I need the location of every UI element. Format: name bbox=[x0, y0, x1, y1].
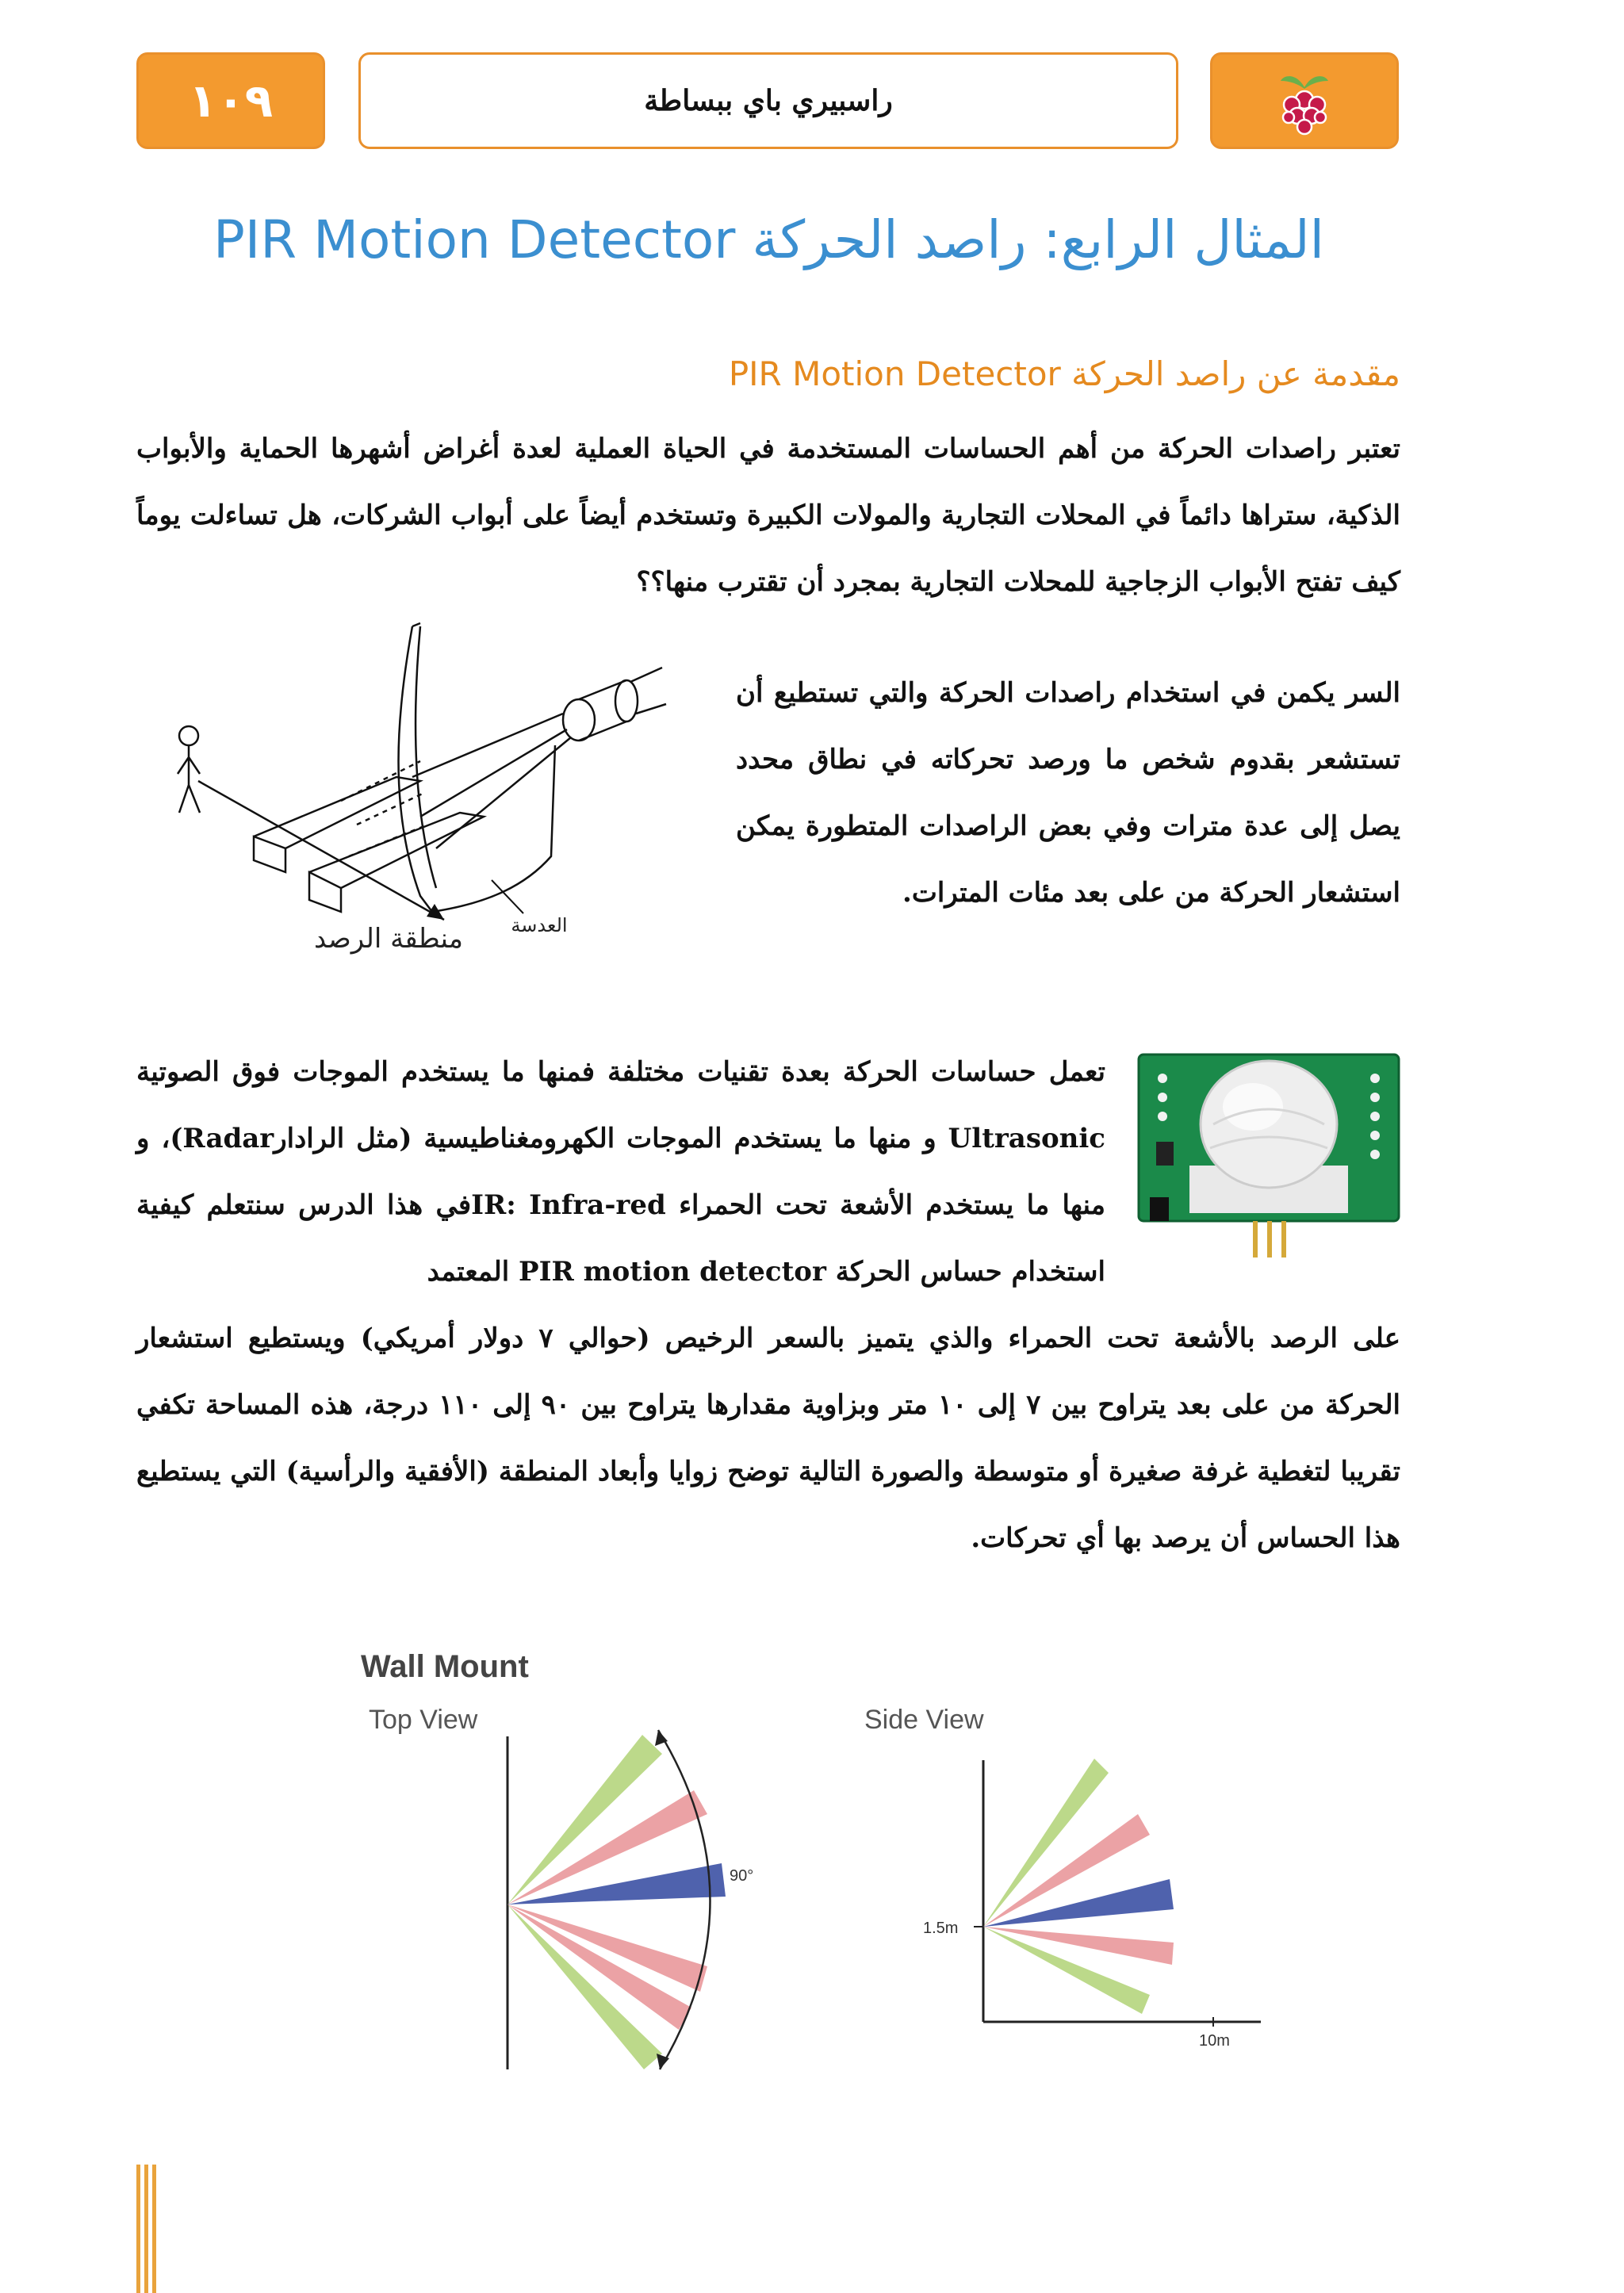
detection-bar-1 bbox=[254, 777, 420, 872]
top-view-beams bbox=[508, 1735, 726, 2069]
top-view-label: Top View bbox=[369, 1705, 478, 1735]
main-heading: المثال الرابع: راصد الحركة PIR Motion Detector bbox=[213, 209, 1324, 270]
beam-pink-mid bbox=[508, 1904, 707, 1992]
sub-heading: مقدمة عن راصد الحركة PIR Motion Detector bbox=[728, 354, 1400, 393]
page-number: ١٠٩ bbox=[188, 74, 274, 128]
zone-label: منطقة الرصد bbox=[314, 923, 463, 955]
logo-box bbox=[1210, 52, 1399, 149]
figure-title: Wall Mount bbox=[361, 1649, 529, 1684]
margin-stripe bbox=[136, 2165, 140, 2293]
technologies-paragraph-continued: على الرصد بالأشعة تحت الحمراء والذي يتميز بالسعر الرخيص (حوالي ٧ دولار أمريكي) ويستطيع استشعار الحركة من على بعد يتراوح بين ٧ إلى ١٠ متر وبزاوية مقدارها يتراوح بين ٩٠ إلى ١١٠ درجة، هذه المساحة تكفي تقريبا لتغطية غرفة صغيرة أو متوسطة والصورة التالية توضح زوايا وأبعاد المنطقة (الأفقية والرأسية) التي يستطيع هذا الحساس أن يرصد بها أي تحركات. bbox=[136, 1323, 1401, 1554]
coverage-figure bbox=[349, 1625, 1300, 2101]
margin-stripe bbox=[144, 2165, 148, 2293]
secret-paragraph: السر يكمن في استخدام راصدات الحركة والتي تستطيع أن تستشعر بقدوم شخص ما ورصد تحركاته في نطاق محدد يصل إلى عدة مترات وفي بعض الراصدات المتطورة يمكن استشعار الحركة من على بعد مئات المترات. bbox=[736, 677, 1400, 909]
margin-stripe bbox=[152, 2165, 156, 2293]
book-title-box bbox=[358, 52, 1178, 149]
side-beam-pink-low bbox=[983, 1927, 1174, 1965]
range-label: 10m bbox=[1199, 2032, 1230, 2050]
book-title: راسبيري باي ببساطة bbox=[644, 84, 893, 117]
pir-sensor-photo bbox=[1134, 1047, 1404, 1259]
intro-paragraph: تعتبر راصدات الحركة من أهم الحساسات المستخدمة في الحياة العملية لعدة أغراض أشهرها الحماية والأبواب الذكية، ستراها دائماً في المحلات التجارية والمولات الكبيرة وتستخدم أيضاً على أبواب الشركات، هل تساءلت يوماً كيف تفتح الأبواب الزجاجية للمحلات التجارية بمجرد أن تقترب منها؟؟ bbox=[136, 433, 1400, 598]
side-view-beams bbox=[983, 1759, 1174, 2014]
side-view-label: Side View bbox=[864, 1705, 984, 1735]
height-label: 1.5m bbox=[923, 1920, 959, 1937]
lens-label: العدسة bbox=[511, 914, 568, 936]
raspberry-pi-logo bbox=[1273, 65, 1336, 136]
sensor-cylinder bbox=[563, 699, 595, 741]
person-figure bbox=[179, 726, 198, 745]
angle-label: 90° bbox=[730, 1867, 754, 1885]
page-number-box bbox=[136, 52, 325, 149]
pir-sensor-diagram bbox=[151, 618, 706, 967]
detection-bar-2 bbox=[309, 813, 484, 912]
technologies-paragraph: تعمل حساسات الحركة بعدة تقنيات مختلفة فمنها ما يستخدم الموجات فوق الصوتية Ultrasonic و منها ما يستخدم الموجات الكهرومغناطيسية (مثل الرادارRadar)، و منها ما يستخدم الأشعة تحت الحمراء IR: Infra-redفي هذا الدرس سنتعلم كيفية استخدام حساس الحركة PIR motion detector المعتمد bbox=[136, 1056, 1105, 1288]
beam-green-top bbox=[508, 1735, 662, 1904]
